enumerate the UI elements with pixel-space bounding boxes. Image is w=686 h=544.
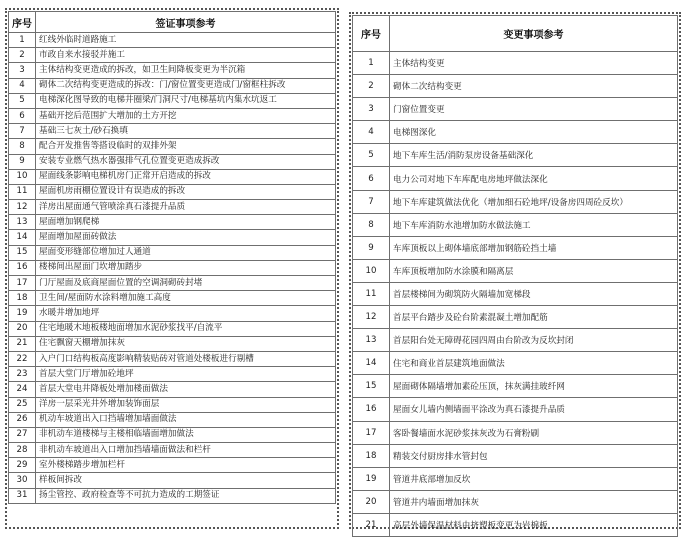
- table-row: [353, 306, 678, 329]
- row-number: 14: [353, 352, 390, 375]
- row-number: 9: [9, 154, 36, 169]
- row-number: 21: [9, 336, 36, 351]
- table-header-row: [9, 12, 336, 33]
- row-item-text: 扬尘管控、政府检查等不可抗力造成的工期签证: [36, 488, 336, 503]
- row-item-text: 楼梯间出屋面门坎增加踏步: [36, 260, 336, 275]
- table-row: [9, 245, 336, 260]
- row-item-text: 屋面线条影响电梯机房门正常开启造成的拆改: [36, 169, 336, 184]
- row-number: 20: [9, 321, 36, 336]
- row-item-text: 样板间拆改: [36, 473, 336, 488]
- row-item-text: 非机动车坡道出入口增加挡墙墙面做法和栏杆: [36, 443, 336, 458]
- row-number: 28: [9, 443, 36, 458]
- table-row: [9, 382, 336, 397]
- row-number: 13: [9, 215, 36, 230]
- table-row: [353, 513, 678, 536]
- table-row: [9, 336, 336, 351]
- table-row: [9, 33, 336, 48]
- row-item-text: 精装交付厨房排水管封包: [390, 444, 678, 467]
- row-item-text: 首层大堂门厅增加砼地坪: [36, 367, 336, 382]
- row-number: 15: [353, 375, 390, 398]
- row-number: 7: [9, 124, 36, 139]
- row-number: 13: [353, 329, 390, 352]
- row-number: 25: [9, 397, 36, 412]
- row-item-text: 首层阳台处无障碍花园四周由台阶改为反坎封闭: [390, 329, 678, 352]
- row-item-text: 住宅和商业首层建筑地面做法: [390, 352, 678, 375]
- row-number: 11: [353, 282, 390, 305]
- row-number: 22: [9, 351, 36, 366]
- table-row: [9, 169, 336, 184]
- row-number: 23: [9, 367, 36, 382]
- row-item-text: 车库顶板以上砌体墙底部增加钢筋砼挡土墙: [390, 236, 678, 259]
- row-number: 1: [9, 33, 36, 48]
- row-number: 27: [9, 427, 36, 442]
- row-item-text: 地下车库消防水池增加防水做法施工: [390, 213, 678, 236]
- row-number: 11: [9, 184, 36, 199]
- row-number: 17: [9, 276, 36, 291]
- row-item-text: 客卧餐墙面水泥砂浆抹灰改为石膏粉刷: [390, 421, 678, 444]
- row-item-text: 管道井底部增加反坎: [390, 467, 678, 490]
- table-row: [9, 93, 336, 108]
- row-number: 18: [353, 444, 390, 467]
- table-row: [353, 121, 678, 144]
- row-number: 20: [353, 490, 390, 513]
- row-item-text: 室外楼梯踏步增加栏杆: [36, 458, 336, 473]
- row-number: 12: [353, 306, 390, 329]
- row-item-text: 砌体二次结构变更造成的拆改：门/窗位置变更造成门/窗框柱拆改: [36, 78, 336, 93]
- row-item-text: 基础三七灰土/砂石换填: [36, 124, 336, 139]
- row-item-text: 卫生间/屋面防水涂料增加施工高度: [36, 291, 336, 306]
- table-row: [9, 397, 336, 412]
- table-row: [353, 167, 678, 190]
- row-item-text: 洋房一层采光井外增加装饰面层: [36, 397, 336, 412]
- table-row: [9, 412, 336, 427]
- row-item-text: 地下车库建筑做法优化（增加细石砼地坪/设备房四周砼反坎）: [390, 190, 678, 213]
- row-number: 4: [9, 78, 36, 93]
- row-item-text: 住宅飘窗天棚增加抹灰: [36, 336, 336, 351]
- row-item-text: 住宅地暖木地板楼地面增加水泥砂浆找平/自流平: [36, 321, 336, 336]
- table-row: [353, 52, 678, 75]
- table-row: [353, 421, 678, 444]
- table-row: [353, 213, 678, 236]
- table-row: [9, 124, 336, 139]
- row-number: 1: [353, 52, 390, 75]
- row-number: 18: [9, 291, 36, 306]
- table-row: [9, 108, 336, 123]
- row-number: 4: [353, 121, 390, 144]
- column-header-number: 序号: [9, 12, 36, 33]
- table-row: [9, 351, 336, 366]
- table-row: [9, 276, 336, 291]
- row-number: 10: [9, 169, 36, 184]
- row-item-text: 管道井内墙面增加抹灰: [390, 490, 678, 513]
- row-number: 6: [353, 167, 390, 190]
- row-item-text: 屋面机房雨棚位置设计有误造成的拆改: [36, 184, 336, 199]
- table-row: [9, 458, 336, 473]
- row-number: 30: [9, 473, 36, 488]
- row-item-text: 电梯深化图导致的电梯井圈梁/门洞尺寸/电梯基坑内集水坑返工: [36, 93, 336, 108]
- table-row: [353, 375, 678, 398]
- row-item-text: 洋房出屋面通气管喷涂真石漆提升品质: [36, 200, 336, 215]
- row-item-text: 入户门口结构板高度影响精装贴砖对管道处楼板进行剔槽: [36, 351, 336, 366]
- row-item-text: 屋面砌体隔墙增加素砼压顶，抹灰满挂玻纤网: [390, 375, 678, 398]
- table-row: [353, 282, 678, 305]
- row-number: 2: [353, 75, 390, 98]
- table-row: [9, 291, 336, 306]
- row-number: 31: [9, 488, 36, 503]
- row-item-text: 车库顶板增加防水涂膜和隔离层: [390, 259, 678, 282]
- column-header-change-item: 变更事项参考: [390, 16, 678, 52]
- table-row: [9, 427, 336, 442]
- table-row: [9, 184, 336, 199]
- row-number: 16: [9, 260, 36, 275]
- row-number: 14: [9, 230, 36, 245]
- row-item-text: 水暖井增加地坪: [36, 306, 336, 321]
- table-row: [353, 467, 678, 490]
- row-item-text: 高层外墙保温材料由挤塑板变更为岩棉板: [390, 513, 678, 536]
- visa-items-panel: [5, 8, 339, 529]
- row-item-text: 红线外临时道路施工: [36, 33, 336, 48]
- row-item-text: 主体结构变更: [390, 52, 678, 75]
- table-row: [9, 63, 336, 78]
- row-item-text: 门窗位置变更: [390, 98, 678, 121]
- table-row: [353, 75, 678, 98]
- row-item-text: 基础开挖后范围扩大增加的土方开挖: [36, 108, 336, 123]
- table-row: [9, 78, 336, 93]
- row-item-text: 配合开发推售等搭设临时的双排外架: [36, 139, 336, 154]
- row-item-text: 屋面女儿墙内侧墙面平涂改为真石漆提升品质: [390, 398, 678, 421]
- row-number: 7: [353, 190, 390, 213]
- row-item-text: 电力公司对地下车库配电房地坪做法深化: [390, 167, 678, 190]
- table-row: [353, 190, 678, 213]
- table-row: [353, 398, 678, 421]
- row-number: 6: [9, 108, 36, 123]
- row-number: 15: [9, 245, 36, 260]
- column-header-number: 序号: [353, 16, 390, 52]
- row-number: 10: [353, 259, 390, 282]
- row-number: 19: [9, 306, 36, 321]
- row-number: 12: [9, 200, 36, 215]
- table-row: [9, 139, 336, 154]
- row-number: 19: [353, 467, 390, 490]
- table-row: [9, 367, 336, 382]
- row-number: 21: [353, 513, 390, 536]
- change-items-table: [352, 15, 678, 537]
- table-row: [9, 488, 336, 503]
- table-row: [9, 260, 336, 275]
- table-row: [353, 259, 678, 282]
- row-number: 5: [353, 144, 390, 167]
- row-item-text: 首层楼梯间为砌筑防火隔墙加宽梯段: [390, 282, 678, 305]
- table-row: [9, 215, 336, 230]
- row-item-text: 砌体二次结构变更: [390, 75, 678, 98]
- table-row: [9, 473, 336, 488]
- visa-items-body: [9, 33, 336, 504]
- row-number: 5: [9, 93, 36, 108]
- table-row: [9, 154, 336, 169]
- column-header-visa-item: 签证事项参考: [36, 12, 336, 33]
- row-number: 9: [353, 236, 390, 259]
- row-number: 16: [353, 398, 390, 421]
- table-row: [353, 329, 678, 352]
- row-item-text: 机动车坡道出入口挡墙增加墙面做法: [36, 412, 336, 427]
- table-row: [353, 444, 678, 467]
- row-item-text: 安装专业燃气热水器强排气孔位置变更造成拆改: [36, 154, 336, 169]
- row-item-text: 首层平台踏步及砼台阶素混凝土增加配筋: [390, 306, 678, 329]
- row-item-text: 首层大堂电井降板处增加楼面做法: [36, 382, 336, 397]
- table-row: [9, 306, 336, 321]
- row-item-text: 主体结构变更造成的拆改，如卫生间降板变更为半沉箱: [36, 63, 336, 78]
- row-item-text: 屋面增加钢爬梯: [36, 215, 336, 230]
- table-row: [9, 48, 336, 63]
- table-row: [353, 144, 678, 167]
- row-number: 26: [9, 412, 36, 427]
- change-items-body: [353, 52, 678, 537]
- row-number: 8: [9, 139, 36, 154]
- row-number: 8: [353, 213, 390, 236]
- row-number: 2: [9, 48, 36, 63]
- table-row: [9, 321, 336, 336]
- table-row: [9, 443, 336, 458]
- row-item-text: 屋面增加屋面砖做法: [36, 230, 336, 245]
- table-row: [9, 200, 336, 215]
- row-number: 17: [353, 421, 390, 444]
- row-item-text: 市政自来水接驳并施工: [36, 48, 336, 63]
- row-number: 3: [9, 63, 36, 78]
- row-item-text: 屋面变形缝部位增加过人通道: [36, 245, 336, 260]
- row-number: 3: [353, 98, 390, 121]
- table-row: [353, 490, 678, 513]
- row-item-text: 门厅屋面及底商屋面位置的空调洞砌砖封堵: [36, 276, 336, 291]
- table-row: [353, 352, 678, 375]
- visa-items-table: [8, 11, 336, 504]
- table-row: [9, 230, 336, 245]
- table-row: [353, 98, 678, 121]
- row-item-text: 非机动车道楼梯与主楼相临墙面增加做法: [36, 427, 336, 442]
- row-number: 24: [9, 382, 36, 397]
- row-item-text: 地下车库生活/消防泵房设备基础深化: [390, 144, 678, 167]
- row-item-text: 电梯图深化: [390, 121, 678, 144]
- table-row: [353, 236, 678, 259]
- change-items-panel: [349, 12, 681, 529]
- row-number: 29: [9, 458, 36, 473]
- table-header-row: [353, 16, 678, 52]
